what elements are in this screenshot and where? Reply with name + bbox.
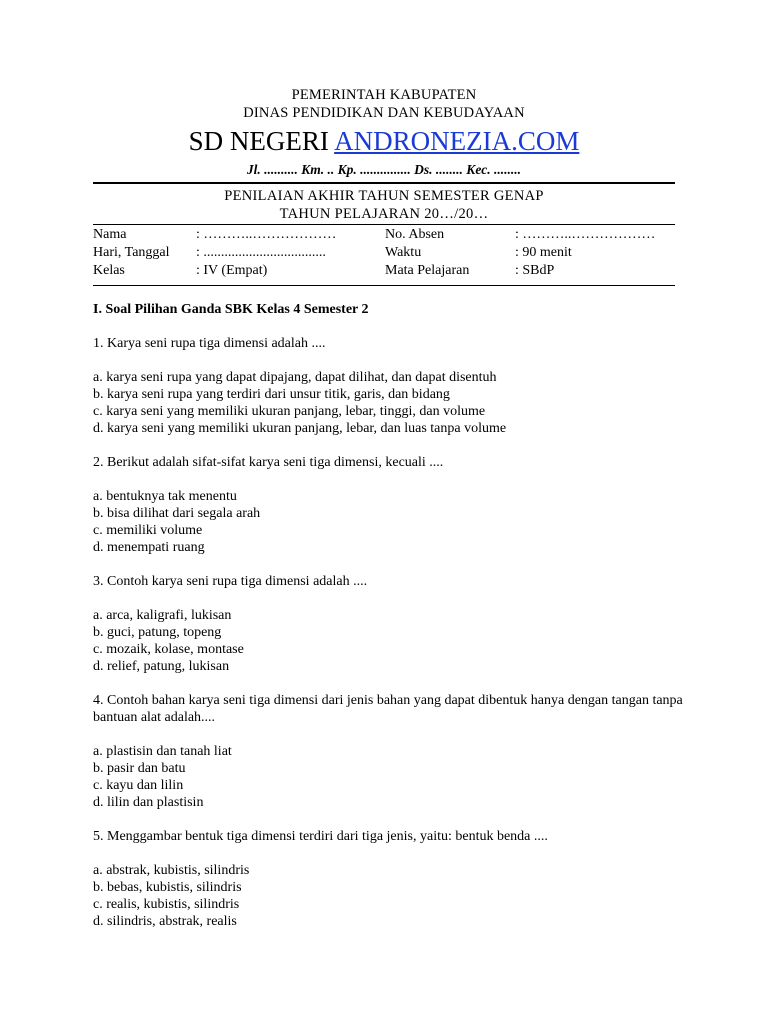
school-prefix: SD NEGERI <box>188 126 329 156</box>
option-item: b. bisa dilihat dari segala arah <box>93 506 261 521</box>
section-title: I. Soal Pilihan Ganda SBK Kelas 4 Semester 2 <box>93 302 369 317</box>
question-text: 4. Contoh bahan karya seni tiga dimensi dari jenis bahan yang dapat dibentuk hanya dengan tangan tanpa bantuan alat adalah.... <box>93 693 683 725</box>
document-header <box>0 86 768 179</box>
option-item: a. arca, kaligrafi, lukisan <box>93 608 232 623</box>
option-item: c. karya seni yang memiliki ukuran panjang, lebar, tinggi, dan volume <box>93 404 486 419</box>
option-list <box>93 743 683 811</box>
info-label: Waktu <box>385 245 422 260</box>
info-value: : SBdP <box>515 263 555 278</box>
question-text: 1. Karya seni rupa tiga dimensi adalah .... <box>93 336 326 351</box>
option-item: c. kayu dan lilin <box>93 778 184 793</box>
option-item: a. abstrak, kubistis, silindris <box>93 863 250 878</box>
info-value: : ................................... <box>196 245 326 260</box>
option-item: d. karya seni yang memiliki ukuran panjang, lebar, dan luas tanpa volume <box>93 421 507 436</box>
option-item: d. menempati ruang <box>93 540 205 555</box>
school-website-link[interactable]: ANDRONEZIA.COM <box>334 126 580 156</box>
question-text: 3. Contoh karya seni rupa tiga dimensi adalah .... <box>93 574 368 589</box>
info-label: Hari, Tanggal <box>93 245 170 260</box>
option-item: d. lilin dan plastisin <box>93 795 204 810</box>
school-name <box>0 124 768 158</box>
option-item: c. memiliki volume <box>93 523 203 538</box>
questions-section <box>93 301 683 947</box>
info-label: Mata Pelajaran <box>385 263 470 278</box>
info-divider <box>93 285 675 286</box>
exam-title <box>0 187 768 223</box>
header-government: PEMERINTAH KABUPATEN <box>291 87 477 103</box>
option-list <box>93 607 683 675</box>
student-info-table <box>93 226 675 280</box>
option-item: b. karya seni rupa yang terdiri dari unsur titik, garis, dan bidang <box>93 387 450 402</box>
option-list <box>93 369 683 437</box>
question-text: 2. Berikut adalah sifat-sifat karya seni tiga dimensi, kecuali .... <box>93 455 444 470</box>
info-value: : 90 menit <box>515 245 572 260</box>
info-label: Kelas <box>93 263 125 278</box>
option-item: a. karya seni rupa yang dapat dipajang, dapat dilihat, dan dapat disentuh <box>93 370 497 385</box>
question-text: 5. Menggambar bentuk tiga dimensi terdiri dari tiga jenis, yaitu: bentuk benda .... <box>93 829 548 844</box>
header-divider <box>93 182 675 184</box>
option-item: d. silindris, abstrak, realis <box>93 914 237 929</box>
option-item: c. mozaik, kolase, montase <box>93 642 244 657</box>
option-list <box>93 862 683 930</box>
exam-title-line1: PENILAIAN AKHIR TAHUN SEMESTER GENAP <box>224 188 544 204</box>
option-item: a. plastisin dan tanah liat <box>93 744 232 759</box>
exam-title-line2: TAHUN PELAJARAN 20…/20… <box>279 206 489 222</box>
option-item: a. bentuknya tak menentu <box>93 489 237 504</box>
info-row <box>93 226 675 244</box>
info-value: : IV (Empat) <box>196 263 268 278</box>
title-divider <box>93 224 675 225</box>
info-label: No. Absen <box>385 227 445 242</box>
option-item: b. bebas, kubistis, silindris <box>93 880 242 895</box>
info-label: Nama <box>93 227 127 242</box>
info-value: : ………..……………… <box>196 227 337 242</box>
option-item: c. realis, kubistis, silindris <box>93 897 240 912</box>
header-department: DINAS PENDIDIKAN DAN KEBUDAYAAN <box>243 105 525 121</box>
info-value: : ………..……………… <box>515 227 656 242</box>
option-item: d. relief, patung, lukisan <box>93 659 230 674</box>
info-row <box>93 262 675 280</box>
option-list <box>93 488 683 556</box>
info-row <box>93 244 675 262</box>
option-item: b. guci, patung, topeng <box>93 625 222 640</box>
school-address: Jl. .......... Km. .. Kp. ............... Ds. ........ Kec. ........ <box>246 162 522 177</box>
option-item: b. pasir dan batu <box>93 761 186 776</box>
